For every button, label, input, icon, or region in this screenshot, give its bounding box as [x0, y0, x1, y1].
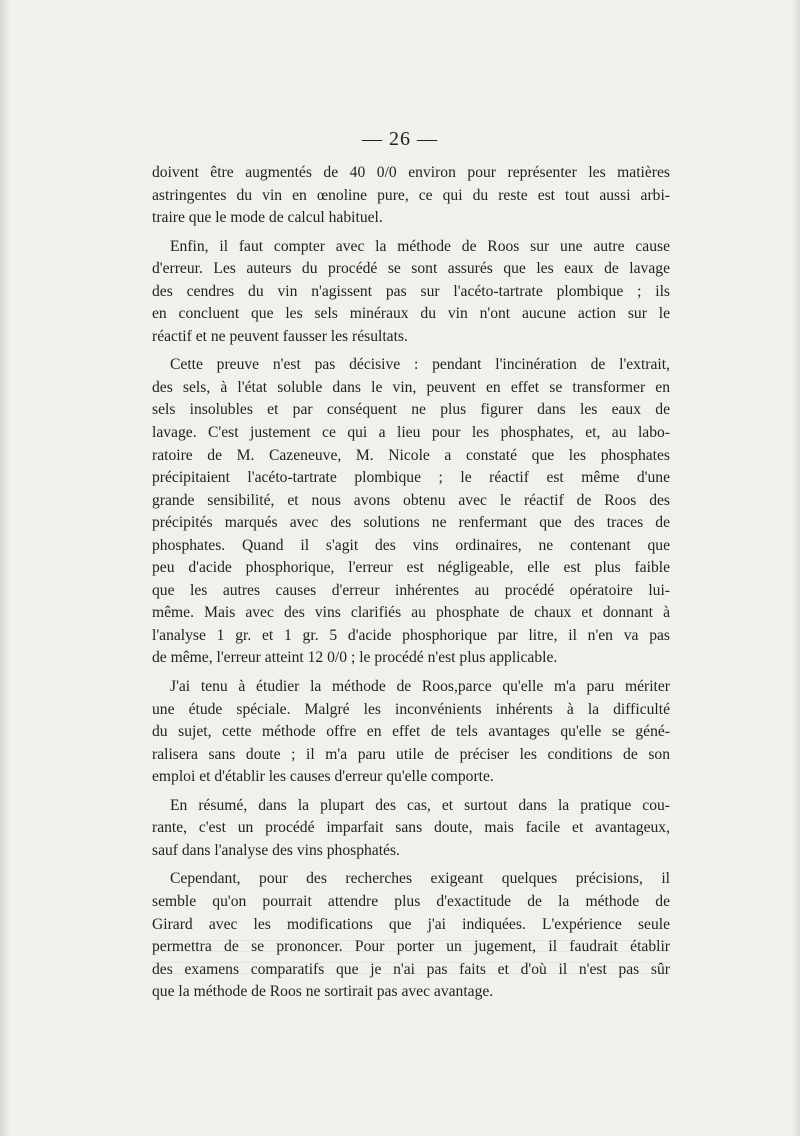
text-line: permettra de se prononcer. Pour porter un jugement, il faudrait établir	[152, 938, 670, 956]
paragraph-1	[152, 162, 670, 230]
text-line: du sujet, cette méthode offre en effet de tels avantages qu'elle se géné-	[152, 723, 670, 741]
text-line: même. Mais avec des vins clarifiés au phosphate de chaux et donnant à	[152, 604, 670, 622]
page-edge-right	[792, 0, 800, 1136]
text-line: sels insolubles et par conséquent ne plus figurer dans les eaux de	[152, 401, 670, 419]
text-line: Cependant, pour des recherches exigeant quelques précisions, il	[170, 870, 670, 888]
text-line: l'analyse 1 gr. et 1 gr. 5 d'acide phosphorique par litre, il n'en va pas	[152, 626, 670, 644]
text-line: d'erreur. Les auteurs du procédé se sont assurés que les eaux de lavage	[152, 260, 670, 278]
text-line: rante, c'est un procédé imparfait sans doute, mais facile et avantageux,	[152, 819, 670, 837]
text-line: grande sensibilité, et nous avons obtenu avec le réactif de Roos des	[152, 491, 670, 509]
text-line: que les autres causes d'erreur inhérentes au procédé opératoire lui-	[152, 581, 670, 599]
text-line: des examens comparatifs que je n'ai pas faits et d'où il n'est pas sûr	[152, 960, 670, 978]
text-line: Enfin, il faut compter avec la méthode de Roos sur une autre cause	[170, 237, 670, 255]
text-line: J'ai tenu à étudier la méthode de Roos,parce qu'elle m'a paru mériter	[170, 678, 670, 696]
text-line: peu d'acide phosphorique, l'erreur est négligeable, elle est plus faible	[152, 559, 670, 577]
page-number: — 26 —	[362, 128, 438, 150]
paragraph-2	[152, 236, 670, 349]
text-line: En résumé, dans la plupart des cas, et surtout dans la pratique cou-	[170, 796, 670, 814]
paragraph-3	[152, 354, 670, 670]
text-line: semble qu'on pourrait attendre plus d'exactitude de la méthode de	[152, 892, 670, 910]
text-line: des cendres du vin n'agissent pas sur l'acéto-tartrate plombique ; ils	[152, 282, 670, 300]
paragraph-5	[152, 795, 670, 863]
text-line: doivent être augmentés de 40 0/0 environ pour représenter les matières	[152, 164, 670, 181]
text-line: des sels, à l'état soluble dans le vin, peuvent en effet se transformer en	[152, 378, 670, 396]
text-line: que la méthode de Roos ne sortirait pas avec avantage.	[152, 983, 494, 1001]
text-line: emploi et d'établir les causes d'erreur qu'elle comporte.	[152, 768, 494, 786]
text-line: astringentes du vin en œnoline pure, ce qui du reste est tout aussi arbi-	[152, 186, 670, 204]
text-line: Girard avec les modifications que j'ai indiquées. L'expérience seule	[152, 915, 670, 933]
text-line: ralisera sans doute ; il m'a paru utile de préciser les conditions de son	[152, 745, 670, 763]
text-line: une étude spéciale. Malgré les inconvénients inhérents à la difficulté	[152, 700, 670, 718]
paragraph-6	[152, 868, 670, 1003]
show-through-shadow	[150, 940, 670, 980]
text-line: Cette preuve n'est pas décisive : pendant l'incinération de l'extrait,	[170, 356, 670, 374]
text-line: précipités marqués avec des solutions ne renfermant que des traces de	[152, 514, 670, 532]
text-line: traire que le mode de calcul habituel.	[152, 209, 383, 227]
paragraph-4	[152, 676, 670, 789]
text-line: réactif et ne peuvent fausser les résultats.	[152, 327, 408, 345]
page-edge-left	[0, 0, 10, 1136]
text-line: de même, l'erreur atteint 12 0/0 ; le procédé n'est plus applicable.	[152, 649, 558, 667]
body-text	[152, 162, 670, 1004]
text-line: sauf dans l'analyse des vins phosphatés.	[152, 841, 400, 859]
text-line: phosphates. Quand il s'agit des vins ordinaires, ne contenant que	[152, 536, 670, 554]
text-line: en concluent que les sels minéraux du vin n'ont aucune action sur le	[152, 305, 670, 323]
text-line: précipitaient l'acéto-tartrate plombique ; le réactif est même d'une	[152, 469, 670, 487]
text-line: lavage. C'est justement ce qui a lieu pour les phosphates, et, au labo-	[152, 424, 670, 442]
text-line: ratoire de M. Cazeneuve, M. Nicole a constaté que les phosphates	[152, 446, 670, 464]
